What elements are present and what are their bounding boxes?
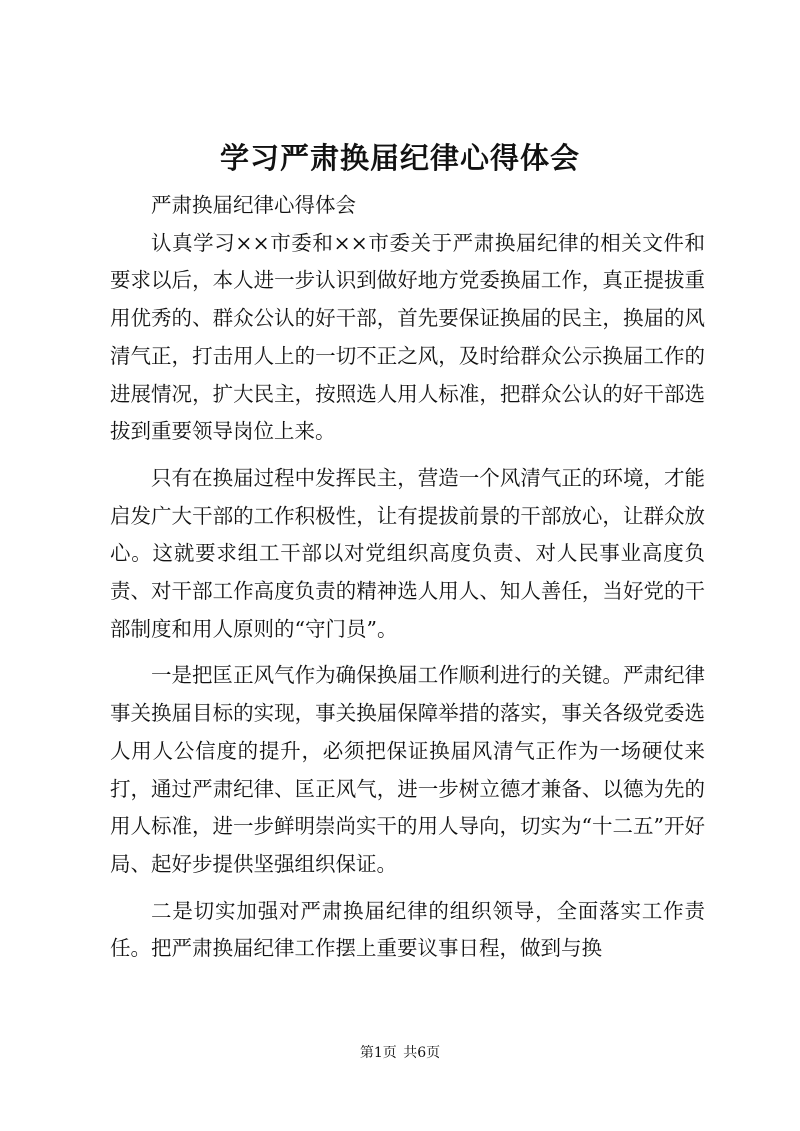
- document-body: [110, 187, 705, 968]
- paragraph-subtitle: 严肃换届纪律心得体会: [151, 193, 356, 217]
- document-title: 学习严肃换届纪律心得体会: [219, 141, 580, 175]
- paragraph: 二是切实加强对严肃换届纪律的组织领导，全面落实工作责任。把严肃换届纪律工作摆上重要议事日程，做到与换: [110, 898, 705, 961]
- paragraph: 认真学习××市委和××市委关于严肃换届纪律的相关文件和要求以后，本人进一步认识到做好地方党委换届工作，真正提拔重用优秀的、群众公认的好干部，首先要保证换届的民主，换届的风清气正，打击用人上的一切不正之风，及时给群众公示换届工作的进展情况，扩大民主，按照选人用人标准，把群众公认的好干部选拔到重要领导岗位上来。: [110, 230, 705, 444]
- paragraph: 只有在换届过程中发挥民主，营造一个风清气正的环境，才能启发广大干部的工作积极性，让有提拔前景的干部放心，让群众放心。这就要求组工干部以对党组织高度负责、对人民事业高度负责、对干部工作高度负责的精神选人用人、知人善任，当好党的干部制度和用人原则的“守门员”。: [110, 465, 705, 641]
- paragraph: 一是把匡正风气作为确保换届工作顺利进行的关键。严肃纪律事关换届目标的实现，事关换届保障举措的落实，事关各级党委选人用人公信度的提升，必须把保证换届风清气正作为一场硬仗来打，通过严肃纪律、匡正风气，进一步树立德才兼备、以德为先的用人标准，进一步鲜明崇尚实干的用人导向，切实为“十二五”开好局、起好步提供坚强组织保证。: [110, 663, 705, 876]
- page-footer: 第1页 共6页: [359, 1045, 441, 1061]
